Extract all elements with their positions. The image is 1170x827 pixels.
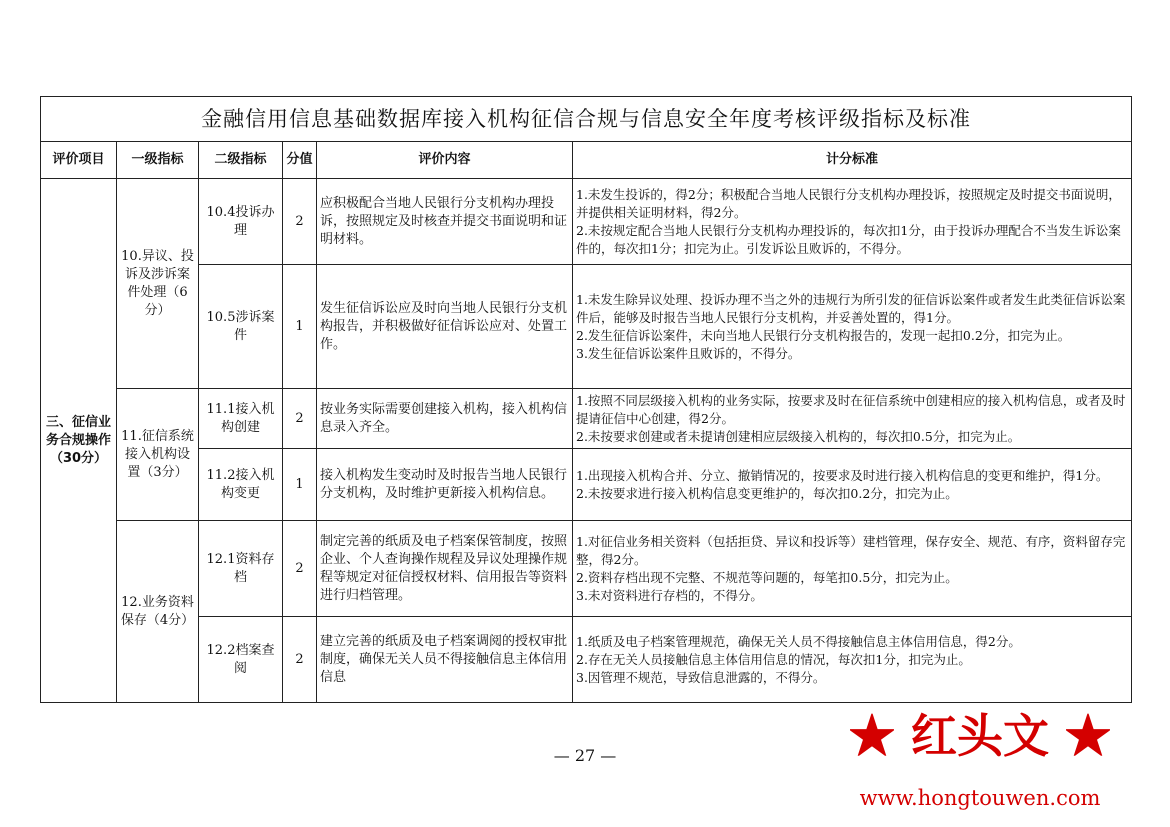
star-icon: ★ <box>1065 709 1112 763</box>
level1-cell: 12.业务资料保存（4分） <box>117 521 199 703</box>
standard-cell <box>573 265 1132 389</box>
score-cell: 1 <box>283 449 317 521</box>
watermark-title <box>790 706 1170 766</box>
level2-cell: 11.1接入机构创建 <box>199 389 283 449</box>
content-cell: 按业务实际需要创建接入机构，接入机构信息录入齐全。 <box>317 389 573 449</box>
standard-line: 2.未按规定配合当地人民银行分支机构办理投诉的，每次扣1分，由于投诉办理配合不当发生诉讼案件的，每次扣1分；扣完为止。引发诉讼且败诉的，不得分。 <box>576 222 1121 256</box>
level2-cell: 11.2接入机构变更 <box>199 449 283 521</box>
level2-cell: 12.1资料存档 <box>199 521 283 617</box>
standard-line: 2.未按要求进行接入机构信息变更维护的，每次扣0.2分，扣完为止。 <box>576 485 958 501</box>
standard-line: 1.出现接入机构合并、分立、撤销情况的，按要求及时进行接入机构信息的变更和维护，得1分。 <box>576 467 1109 483</box>
table-row <box>41 179 1132 265</box>
standard-line: 2.存在无关人员接触信息主体信用信息的情况，每次扣1分，扣完为止。 <box>576 651 971 667</box>
level2-cell: 12.2档案查阅 <box>199 617 283 703</box>
score-cell: 2 <box>283 179 317 265</box>
content-cell: 制定完善的纸质及电子档案保管制度，按照企业、个人查询操作规程及异议处理操作规程等规定对征信授权材料、信用报告等资料进行归档管理。 <box>317 521 573 617</box>
index-table <box>40 96 1132 703</box>
content-cell: 应积极配合当地人民银行分支机构办理投诉，按照规定及时核查并提交书面说明和证明材料。 <box>317 179 573 265</box>
level1-cell: 11.征信系统接入机构设置（3分） <box>117 389 199 521</box>
standard-cell <box>573 389 1132 449</box>
level1-cell: 10.异议、投诉及涉诉案件处理（6分） <box>117 179 199 389</box>
document-title: 金融信用信息基础数据库接入机构征信合规与信息安全年度考核评级指标及标准 <box>41 97 1132 142</box>
score-cell: 2 <box>283 389 317 449</box>
standard-line: 3.因管理不规范，导致信息泄露的，不得分。 <box>576 669 826 685</box>
standard-line: 2.发生征信诉讼案件，未向当地人民银行分支机构报告的，发现一起扣0.2分，扣完为止。 <box>576 327 1071 343</box>
content-cell: 接入机构发生变动时及时报告当地人民银行分支机构，及时维护更新接入机构信息。 <box>317 449 573 521</box>
header-level2: 二级指标 <box>199 142 283 179</box>
eval-item-cell: 三、征信业务合规操作（30分） <box>41 179 117 703</box>
score-cell: 2 <box>283 617 317 703</box>
standard-cell <box>573 179 1132 265</box>
standard-line: 3.发生征信诉讼案件且败诉的，不得分。 <box>576 345 801 361</box>
standard-cell <box>573 617 1132 703</box>
star-icon: ★ <box>848 709 895 763</box>
standard-line: 1.纸质及电子档案管理规范，确保无关人员不得接触信息主体信用信息，得2分。 <box>576 633 1021 649</box>
level2-cell: 10.5涉诉案件 <box>199 265 283 389</box>
header-eval-item: 评价项目 <box>41 142 117 179</box>
standard-line: 1.未发生除异议处理、投诉办理不当之外的违规行为所引发的征信诉讼案件或者发生此类征信诉讼案件后，能够及时报告当地人民银行分支机构，并妥善处置的，得1分。 <box>576 291 1126 325</box>
table-row <box>41 265 1132 389</box>
standard-line: 1.对征信业务相关资料（包括拒贷、异议和投诉等）建档管理，保存安全、规范、有序，资料留存完整，得2分。 <box>576 533 1126 567</box>
table-row <box>41 449 1132 521</box>
score-cell: 1 <box>283 265 317 389</box>
header-content: 评价内容 <box>317 142 573 179</box>
table-row <box>41 389 1132 449</box>
standard-line: 1.按照不同层级接入机构的业务实际，按要求及时在征信系统中创建相应的接入机构信息，或者及时提请征信中心创建，得2分。 <box>576 392 1126 426</box>
table-row <box>41 617 1132 703</box>
page-number: — 27 — <box>553 746 617 765</box>
watermark <box>790 706 1170 827</box>
table-row <box>41 521 1132 617</box>
standard-cell <box>573 449 1132 521</box>
standard-line: 1.未发生投诉的，得2分；积极配合当地人民银行分支机构办理投诉，按照规定及时提交书面说明，并提供相关证明材料，得2分。 <box>576 186 1121 220</box>
header-standard: 计分标准 <box>573 142 1132 179</box>
standard-line: 2.未按要求创建或者未提请创建相应层级接入机构的，每次扣0.5分，扣完为止。 <box>576 428 1021 444</box>
watermark-url: www.hongtouwen.com <box>859 786 1101 810</box>
header-level1: 一级指标 <box>117 142 199 179</box>
content-cell: 建立完善的纸质及电子档案调阅的授权审批制度，确保无关人员不得接触信息主体信用信息 <box>317 617 573 703</box>
standard-cell <box>573 521 1132 617</box>
standard-line: 2.资料存档出现不完整、不规范等问题的，每笔扣0.5分，扣完为止。 <box>576 569 958 585</box>
watermark-text: 红头文 <box>911 709 1049 763</box>
level2-cell: 10.4投诉办理 <box>199 179 283 265</box>
content-cell: 发生征信诉讼应及时向当地人民银行分支机构报告，并积极做好征信诉讼应对、处置工作。 <box>317 265 573 389</box>
header-score: 分值 <box>283 142 317 179</box>
score-cell: 2 <box>283 521 317 617</box>
standard-line: 3.未对资料进行存档的，不得分。 <box>576 587 763 603</box>
